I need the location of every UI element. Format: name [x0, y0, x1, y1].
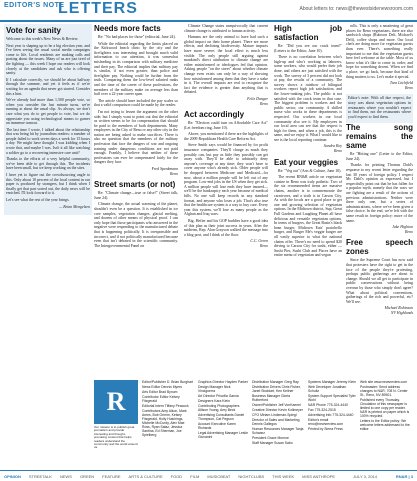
staff-entry: Published every Thursday. Circulation of this newspaper is limited to one copy per reader. N&R is printed on paper which is 100% recycled. — [360, 398, 410, 418]
staff-entry: Web Developer Jonathan Schultz — [308, 385, 347, 393]
letter-body-eat-your-veggies-cont — [346, 24, 413, 79]
staff-entry: Systems Manager Jeremy Klein — [308, 380, 356, 384]
staff-list-4 — [308, 380, 356, 432]
editors-note-paragraph: Thanks to the efforts of a very helpful community, we've been able to get through this. The incidents have been small, but we keep working on the sites. — [6, 157, 90, 171]
staff-entry: Art Director Priscilla Garcia — [198, 394, 239, 398]
staff-entry: Advertising Info 775-324-4440 — [308, 413, 354, 417]
letter-body-high-job-satisfaction — [274, 44, 342, 142]
page-number: RN&R | 3 — [395, 474, 413, 479]
section-label: EDITOR'S NOTE — [4, 2, 65, 9]
staff-entry: Designers Kara Klein — [198, 399, 230, 403]
staff-entry: Creative Director Kevin Kollmeyer — [252, 408, 303, 412]
rnr-logo-icon — [94, 380, 138, 424]
letter-heading-act-accordingly: Act accordingly — [184, 110, 245, 120]
letter-heading-street-smarts: Street smarts (or not) — [94, 180, 176, 190]
staff-entry: Fax 775-324-2515 — [308, 408, 336, 412]
staff-entry: President Grace Monroe — [252, 436, 289, 440]
letter-paragraph: Re: "Did you see our crack team?" (Letters to the Editor, June 10). — [274, 44, 342, 53]
letter-paragraph: Humans are the only animal to have had such a global impact on their home planet. There are more effects, and declining biodiversity. Mature impacts have more severe; the local effect is much less visible. The only people still arguing against mankind's direct attribution to climate change are either misinformed or ideologues fed that opinion. Asking people "on the street" about whether climate change even exists can only be a way of showing how misinformed among them that they have a stake in it. The overall impacts are real to recognize the fact the evidence is greater than anything that is debated. — [184, 35, 268, 95]
staff-entry: Arts Editor Brad Bynum — [142, 390, 178, 394]
letter-body-needs-more-facts — [94, 35, 178, 165]
editors-note-paragraph: We've already had more than 1,500 people vote, so when you consider the last minute turns, we're running at about the usual clip. As always, we don't care what you do to get people to vote, but we do appreciate you using technological means to garner an immense turnout. — [6, 98, 90, 126]
letter-paragraph: Re "Hitting one" (Letter to the Editor, June 24). — [346, 152, 413, 161]
letter-byline: Michael Robinson NV Highlands — [384, 306, 413, 315]
editors-note-signature: — Brian Mengelsen — [58, 204, 90, 209]
nav-item-news[interactable]: NEWS — [59, 474, 72, 479]
letter-byline: C.C. Green Reno — [250, 239, 268, 248]
letter-paragraph: While the editorial regarding the limits placed on the Kirkwood beach clinic by the city and the firefighters was interesting and brought much valid information to our attention, it was somewhat misleading in its comparison with military medicine and their pay. The editorial implies that military pay is similar, if not even greater, than police and firefighter pay. Nothing could be further from the truth. Comparing them the low-level salaried ranks and the time of the career of these professions, the members of the military make on average less than half over a 22-year career span. — [94, 41, 178, 97]
nav-item-film[interactable]: FILM — [190, 474, 200, 479]
letters-contact[interactable]: About letters to: news@thewestsidenewsroom.com — [299, 6, 413, 12]
letter-heading-eat-your-veggies: Eat your veggies — [274, 157, 339, 167]
nav-item-arts-culture[interactable]: ARTS & CULTURE — [128, 474, 163, 479]
svg-text:R: R — [106, 387, 126, 416]
staff-entry: Graphics Director Hayden Parker — [198, 380, 248, 384]
editors-note-paragraph: Let's see what the rest of the year brings. — [6, 198, 70, 202]
masthead — [0, 0, 417, 22]
editors-note-heading: Vote for sanity — [6, 26, 61, 35]
editors-note-paragraph: Welcome to this week's New News & Review. — [6, 37, 79, 41]
nav-item-this-week[interactable]: THIS WEEK — [272, 474, 295, 479]
staff-entry: Letters to the Editor policy: We welcome letters addressed to the editor. — [360, 419, 410, 431]
letter-heading-song-remains: The song remains the same — [346, 123, 413, 151]
staff-entry: Account Executive Karen Richards — [198, 422, 236, 430]
letter-body-street-smarts-cont — [184, 24, 268, 95]
page-title: LETTERS — [58, 0, 138, 17]
editors-note-body — [6, 37, 90, 203]
staff-entry: Editorial Intern Tiffany Peacock — [142, 404, 189, 408]
letter-paragraph: Climate Change states unequivocally that current climate change is attributed to human activity. — [184, 24, 268, 33]
letter-body-act-accordingly — [184, 121, 268, 237]
letter-heading-needs-more-facts: Needs more facts — [94, 24, 161, 33]
editors-note-column — [4, 24, 92, 215]
staff-entry: Distribution Drivers Chris Fisher, Janet Stoddart, Ken Kellner — [252, 385, 301, 393]
letter-heading-free-speech-zones: Free speech zones — [346, 238, 413, 257]
letter-byline: Fred Spenkmann Reno — [151, 167, 178, 176]
nav-item-food[interactable]: FOOD — [170, 474, 183, 479]
section-nav-bar — [0, 470, 417, 481]
nav-item-feature[interactable]: FEATURE — [102, 474, 121, 479]
letters-column-4 — [274, 24, 342, 260]
staff-list-5 — [360, 380, 412, 432]
editors-reply-box — [346, 94, 413, 123]
staff-list-3 — [252, 380, 304, 446]
staff-box — [94, 380, 413, 464]
staff-entry: Postmaster: Send address changes to N&R, 708 N. Center St., Reno, NV 89501. — [360, 385, 408, 397]
staff-entry: Advertising Consultants Daniel Thompson, Cat Pegson — [198, 413, 245, 421]
letter-heading-high-job-satisfaction: High job satisfaction — [274, 24, 342, 42]
letter-body-street-smarts — [94, 191, 178, 248]
letter-byline: Tara Litchfield Reno — [389, 81, 413, 90]
staff-entry: Staff Manager Susan Sabo — [252, 441, 293, 445]
letter-paragraph: rolls. This is only a smattering of great places for Reno vegetarians, there are also sandwich shops (Rubicon Deli, Michael's Deli), coffee shops and more. Our local chefs are doing more for vegetarian guests than ever. There's something really important to me that the vegetarian guests here feel welcome at the table. Most of us know what it's like to come in, order, and hope for something decent. When we find a place, we go back, because that kind of thing matters to us. Let's make it special. — [346, 24, 413, 79]
issue-date: JULY 3, 2014 — [353, 474, 377, 479]
staff-entry: Distribution Manager Greg Ray — [252, 380, 299, 384]
staff-entry: Contributors Amy Alkon, Mark Ames, Bob Grimm, Kelsey Fitzgerald, Holly Hutchings, Michelle McCurdy, Alex Mae Ross, Ryan Salaz, Jessica Santina, Ed Sherman, Joe Spielberg — [142, 409, 187, 437]
staff-entry: Contributing Photographers Allison Young, Amy Beck — [198, 404, 240, 412]
staff-entry: Contributor Editor Kelsey Fitzgerald — [142, 395, 180, 403]
nav-item-green[interactable]: GREEN — [79, 474, 95, 479]
section-nav-items — [4, 474, 335, 479]
mission-statement: Our mission is to publish great journalism and provide interesting and thought-provoking content that helps readers understand the community and the world around us. — [94, 425, 138, 450]
staff-entry: Owner/Publisher Jeff VonKaenel — [252, 403, 301, 407]
letter-paragraph: Re: "No bad places for those" (editorial, June 24). — [98, 35, 176, 39]
staff-list-2 — [198, 380, 248, 440]
staff-entry: Editor's email reno@newsreview.com — [308, 418, 344, 426]
letter-body-free-speech-zones — [346, 258, 413, 304]
letter-paragraph: Re: "Climate change—true or false?" (Street talk, June 24). — [94, 191, 178, 200]
letters-column-5 — [346, 24, 413, 320]
staff-entry: CFO Miriam Lindeman-Spiegl — [252, 413, 297, 417]
letter-byline: Felix Danger Reno — [247, 96, 268, 106]
letter-paragraph: Since the Supreme Court has now said that protesters have the right to get in the face of the people they're protesting, perhaps public gatherings are about to change. Should we all get to participate in public conversations without being overrun by those who simply don't agree? What about political conventions, gatherings of the rich and powerful, etc? We'll see. — [346, 258, 413, 304]
letter-paragraph: Big. Hefter and his GOP buddies have a good idea of this plan as their joint success in years. After the midterm, Rep. Alan Grayson walked the message into a blog post, and I think of the floor. — [184, 218, 268, 237]
editors-note-paragraph: The last time I wrote, I talked about the relationship that was being hit by journalism readers: a number of people failed to work seven days a week for 15 hours a day. We might have thought I was kidding when I wrote that, and maybe I was. Isn't it all like watching a soldier go to a recovering intensive care unit? — [6, 127, 90, 155]
letter-paragraph: I'm not trying to lessen the argument on the other side; but I simply want to point out that the editorial as written seems to be for compensation that should be paid to the members of both departments. Many employees in the City of Reno or any other city in the nation are being asked to make sacrifices. There is also no question that the members of the military profession that face the dangers of war and ongoing training under dangerous conditions are not paid enough. Frankly, I believe that neither of these professions can ever be compensated fairly for the dangers they face. — [94, 109, 178, 165]
letter-paragraph: The article should have included the pay scales so that a valid comparison could be made by the reader. — [94, 98, 178, 108]
letter-body-song-remains — [346, 152, 413, 223]
nav-item-nightclubs[interactable]: NIGHTCLUBS — [238, 474, 265, 479]
letter-body-eat-your-veggies — [274, 169, 342, 258]
letter-paragraph: There is no correlation between who's high-up and who's working as laborers, some workers, who would prefer their job done, and others are just satisfied with the work. The survey of 3 percent did not look at pay, the results of a community. The survey shows a rainbow of bilingual workers report high job satisfaction, and the lower-ranking jobs. The public is not satisfied with the crack team in that case. The biggest problem is workers and the public sector, our community. A skilled nurse who works in these departments is respected. Our workers in our local community also see it. My employees in our local area can see that the respect is high for them, and when a job, this is the same, and we enjoy it. What I would like to see is the local reporting continue. — [274, 55, 342, 142]
nav-item-miss-anthrope[interactable]: MISS ANTHROPE — [302, 474, 336, 479]
letter-byline: Sandra Roy Reno — [323, 144, 342, 154]
staff-entry: Human Resources Manager Tanja Schwarz — [252, 427, 304, 435]
letters-column-2 — [94, 24, 178, 250]
nav-item-musicbeat[interactable]: MUSICBEAT — [207, 474, 231, 479]
nav-item-streetalk[interactable]: STREETALK — [28, 474, 52, 479]
newspaper-logo — [94, 380, 138, 424]
staff-entry: Editor/Publisher D. Brian Burghart — [142, 380, 194, 384]
editors-reply-paragraph: Editor's note: With all due respect, the story was about vegetarian options in restaurants where you wouldn't expect to find them, not the restaurants where you'd expect to find them. — [348, 96, 411, 119]
staff-entry: News Editor Dennis Myers — [142, 385, 182, 389]
letters-column-3 — [184, 24, 268, 253]
letter-paragraph: Above, you mentioned if there are the highlights of the 2009 Republican Health Care Reform Act. — [184, 132, 268, 141]
staff-entry: Director of Sales and Marketing Dennis Gallegos — [252, 418, 300, 426]
staff-list-1 — [142, 380, 194, 438]
staff-entry: N&R Phone 775-324-4440 — [308, 403, 348, 407]
staff-entry: Business Manager Gloria Rutherford — [252, 394, 291, 402]
letter-paragraph: Re: "Election could turn on Affordable Care Act" (Let freedom ring, June 10). — [184, 121, 268, 130]
editors-note-paragraph: I have yet to figure out the crowdsourcing angle to this. Only about 10 percent of the local content in our paper is produced by strangers, but I think when I finally get that part sorted out, the daily news will be enriched. I'll look forward to it. — [6, 173, 90, 196]
letter-paragraph: Thanks for printing Thomas Dahl's response to my recent letter regarding the last 30 years of foreign policy. I respect Mr. Dahl's opinion as expressed, but I respectfully point out that he has fallen for a popular myth, namely that the wars we are fighting are a result of the actions of previous administrations. Neither were there only one, but a series of administrations, where we've been given a false choice. In the end, we're left with the same result in foreign policy: more of the same. — [346, 163, 413, 223]
letter-paragraph: Climate change, the actual warming of the planet, shouldn't even be a question. It is established in ice core samples, vegetation changes, glacial melting, and dozens of other means of physical proof. I can only hope that those participants who answered in the negative were responding to the manufactured debate that is happening politically. It is irresponsible and incorrect, and if not politically manufactured because even that isn't debated in the scientific community. The Intergovernmental Panel on — [94, 202, 178, 248]
letter-byline: Jake Highton Reno — [392, 225, 413, 234]
staff-entry: Design Manager Nick Vinciguerra — [198, 385, 231, 393]
editors-note-paragraph: If I calculate correctly, we should be about halfway through the summer, and yet it feels as if we're waiting for an agenda that never got started. Consider this a hint. — [6, 77, 90, 96]
letter-paragraph: Steve Smith says would be financed by for profit insurance companies. They'll charge as much they possibly can, but pay as little they possibly can get away with. They'll be able to arbitrarily deny anyone's coverage at any time; they won't have to cover anyone who's already sick. Older people will be dropped between Medicare and Medicaid—for now, about a million people will be left out of any program. Low-end jobs in the US when they get sick. A million people will lose ends they have insured—we'll be the bankruptcy each year because of medical bills. No one will keep records in any standard format, and anyone who loses a job. That's also true that the healthcare system is a way to buy care. Every year this system, we'll lose as many people as the Afghan and Iraq wars. — [184, 143, 268, 217]
editors-note-paragraph: Next year is shaping up to be a big election year, and I've been seeing the usual social media campaigns come to life. Local residents are making calls and posting about the issues. Many of us are just tired of the fighting — this week I hope our readers will look closely at the candidates and ask who is offering sanity. — [6, 43, 90, 76]
staff-entry: Legal Advertising Manager Leslie Giovanini — [198, 431, 248, 439]
letter-paragraph: Re: "Veg out" (Arts & Culture, June 10). — [278, 168, 342, 173]
staff-entry: Printed by Sierra Press — [308, 427, 343, 431]
staff-entry: Web site www.newsreview.com — [360, 380, 408, 384]
staff-entry: System Support Specialist Tyler Wohl — [308, 394, 356, 402]
nav-item-opinion[interactable]: OPINION — [4, 474, 21, 479]
letter-paragraph: The recent RN&R article on vegetarian cuisine in Reno was truly pathetic. Two of the six recommended items are massive chains, another is to commemorate the carnivores, and a sixth is in Carson City. As with the locals are a good place to get one and growing selection of vegetarian options. In the Midtown district, Sup, Great Full Gardens and Laughing Planet all have delicious and versatile vegetarian options. In terms of burgers, the Great Basin's black bean burger, Midtown Eats' portobello burger, and Burger Me's veggie burger are all vastly superior to what the national chains offer. There's no need to spend $20 driving to Carson City for sushi, either — Sushi Pier, Sushi Club and Pisces have an entire menu of vegetarian and vegan — [274, 175, 342, 258]
